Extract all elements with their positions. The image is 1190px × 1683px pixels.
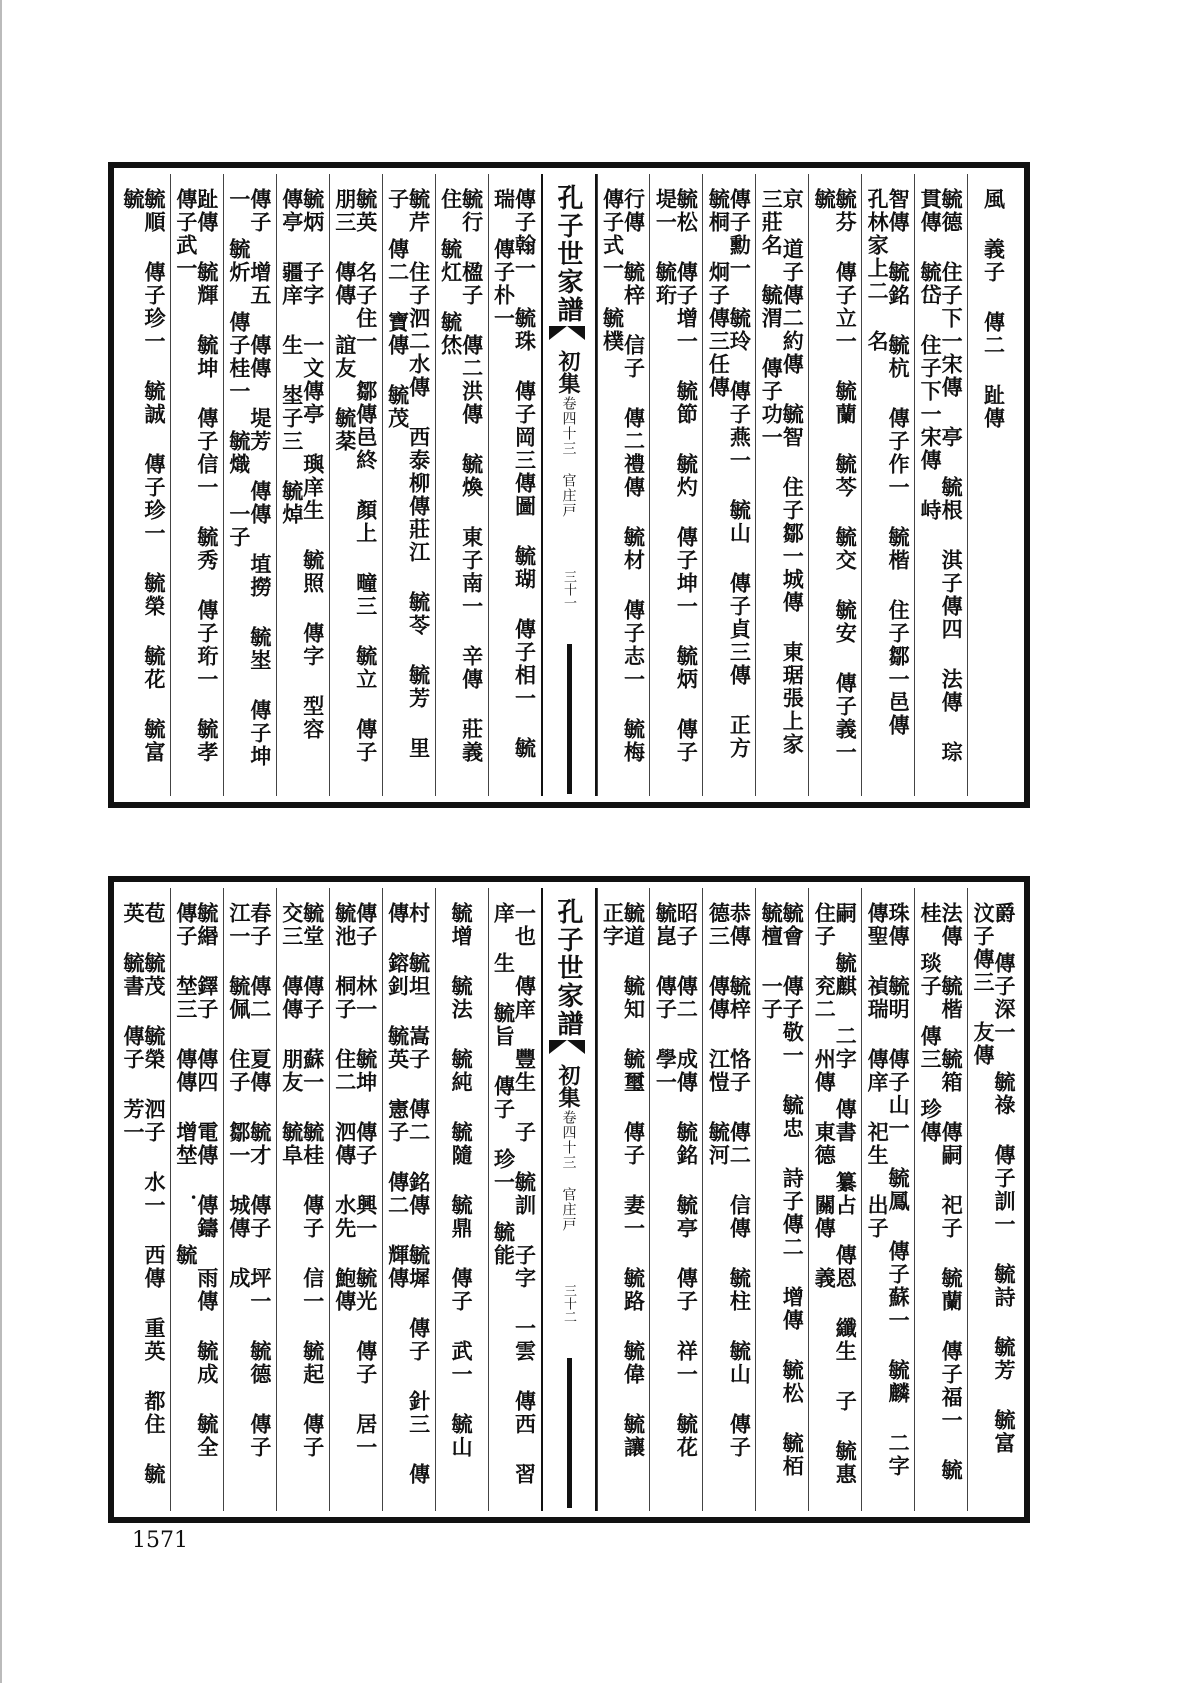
genealogy-entry-text: 趾傳 毓輝 毓坤 傳子信一 毓秀 傳子珩一 毓孝 傳子武一 (173, 188, 220, 764)
genealogy-entry-text: 毓堂 傳子 蘇一 毓桂 傳子 信一 毓起 傳子 交三 傳傳 朋友 毓阜 (279, 902, 326, 1459)
genealogy-column (223, 888, 276, 1511)
genealogy-column (488, 888, 541, 1511)
genealogy-column (914, 174, 967, 796)
genealogy-entry-text: 毓德 住子下一宋傳 亭 毓根 淇子傳四 法傳 琮貫傳 毓岱 住子下一宋傳 峙 (918, 188, 965, 764)
genealogy-column (755, 888, 808, 1511)
bottom-genealogy-page (108, 876, 1030, 1523)
genealogy-entry-text: 毓行 楹子 傳二洪傳 毓煥 東子南一 辛傳 莊義 住 毓灴 毓烋 (438, 188, 485, 764)
genealogy-column (329, 888, 382, 1511)
genealogy-column (170, 174, 223, 796)
genealogy-entry-text: 毓緡 鐸子 傳四 電傳 傳鑄 雨傳 毓成 毓全 傳子 埜三 傳傳 增埜 ． 毓 (173, 902, 220, 1459)
genealogy-entry-text: 傳子翰一 毓珠 傳子岡三傳圖 毓瑚 傳子相一 毓瑞 傳子朴一 (491, 188, 538, 760)
genealogy-column (808, 888, 861, 1511)
genealogy-column (702, 888, 755, 1511)
top-genealogy-page (108, 162, 1030, 808)
genealogy-column (597, 174, 650, 796)
genealogy-column (488, 174, 541, 796)
genealogy-column (702, 174, 755, 796)
genealogy-entry-text: 苞 毓茂 毓榮 泗子 水一 西傳 重英 都住 毓英 毓書 傳子 芳一 (120, 902, 167, 1486)
genealogy-column (914, 888, 967, 1511)
genealogy-column (755, 174, 808, 796)
top-column-area (118, 174, 1020, 796)
bottom-column-area (118, 888, 1020, 1511)
genealogy-entry-text: 毓道 毓知 毓璽 傳子 妻一 毓路 毓偉 毓讓 正字 (600, 902, 647, 1459)
genealogy-column (967, 888, 1020, 1511)
spine-bar (567, 644, 572, 794)
page-number: 1571 (132, 1528, 188, 1553)
genealogy-column (118, 888, 170, 1511)
genealogy-entry-text: 昭子 傳二 成傳 毓銘 毓亭 傳子 祥一 毓花 毓崑 傳子 學一 (653, 902, 700, 1459)
genealogy-column (276, 174, 329, 796)
spine-volume: 初集 (555, 1064, 581, 1108)
genealogy-entry-text: 珠傳 毓明 傳子山一 毓鳳 傳子蘇一 毓麟 二字 傳聖 禎瑞 傳庠 祀生 出子 (865, 902, 912, 1478)
genealogy-entry-text: 毓芬 傳子立一 毓蘭 毓芩 毓交 毓安 傳子義一 毓 (812, 188, 859, 764)
genealogy-column (649, 888, 702, 1511)
genealogy-column (223, 174, 276, 796)
genealogy-column (118, 174, 170, 796)
genealogy-entry-text: 行傳 毓梓 信子 傳二禮傳 毓材 傳子志一 毓梅 傳子式一 毓樸 (600, 188, 647, 764)
scan-margin-line (0, 0, 2, 1683)
genealogy-entry-text: 京 道子傳二約傳 毓智 住子鄒一城傳 東琚張上家三莊名 毓渭 傳子功一 (759, 188, 806, 756)
genealogy-column (861, 888, 914, 1511)
spine-subtitle: 卷四十三 官庄戸 (560, 1110, 577, 1232)
genealogy-entry-text: 傳子勳一 毓玲 傳子燕一 毓山 傳子貞三傳 正方 毓桐 炯子傳三任傳 (706, 188, 753, 760)
genealogy-column (382, 888, 435, 1511)
spine-bar (567, 1358, 572, 1508)
genealogy-entry-text: 毓增 毓法 毓純 毓隨 毓鼎 傳子 武一 毓山 (449, 902, 475, 1459)
genealogy-column (597, 888, 650, 1511)
genealogy-entry-text: 村 毓坦 嵩子 傳二 銘傳 毓墀 傳子 針三 傳傳 鎔釗 毓英 憲子 傳二 輝傳 (385, 902, 432, 1486)
genealogy-entry-text: 嗣 毓麒 二字 傳書 纂占 傳恩 纖生 子 毓惠 住子 兖二 州傳 東德 關傳 義 (812, 902, 859, 1486)
genealogy-entry-text: 傳子 林一 毓坤 傳子 興一 毓光 傳子 居一 毓池 桐子 住二 泗傳 水先 鮑傳 (332, 902, 379, 1459)
genealogy-entry-text: 法傳 毓楷 毓箱 傳嗣 祀子 毓蘭 傳子福一 毓桂 琰子 傳三 珍傳 (918, 902, 965, 1482)
genealogy-column (967, 174, 1020, 796)
genealogy-column (276, 888, 329, 1511)
genealogy-column (649, 174, 702, 796)
genealogy-entry-text: 春子 傳二 夏傳 毓才 傳子 坪一 毓德 傳子 江一 毓佩 住子 鄒一 城傳 成 (226, 902, 273, 1459)
spine-page-number: 三十一 (561, 570, 576, 609)
genealogy-column (861, 174, 914, 796)
book-spine-header (541, 174, 597, 796)
spine-title: 孔子世家譜 (553, 184, 583, 324)
genealogy-entry-text: 毓會 傳子敬一 毓忠 詩子傳二 增傳 毓松 毓栢 毓檀 一子 (759, 902, 806, 1478)
fishtail-mark-icon (549, 326, 585, 340)
genealogy-column (382, 174, 435, 796)
genealogy-entry-text: 毓炳 子字 一文傳亭 璵庠生 毓照 傳字 型容 傳亭 疆庠 生 埊子三 毓焯 (279, 188, 326, 741)
spine-subtitle: 卷四十三 官庄戸 (560, 396, 577, 518)
genealogy-column (329, 174, 382, 796)
fishtail-mark-icon (549, 1040, 585, 1054)
genealogy-entry-text: 傳子 增五 傳傳 堤芳 傳傳 埴撈 毓埊 傳子坤一 毓炘 傳子桂一 毓熾 一子 (226, 188, 273, 768)
genealogy-entry-text: 毓松 傳子增一 毓節 毓灼 傳子坤一 毓炳 傳子堤一 毓珩 (653, 188, 700, 764)
genealogy-column (170, 888, 223, 1511)
genealogy-entry-text: 一也 傳庠 豐生 子 毓訓 子字 一雲 傳西 習庠 生 毓旨 傳子 珍一 毓能 (491, 902, 538, 1486)
genealogy-entry-text: 恭傳 毓梓 恪子 傳二 信傳 毓柱 毓山 傳子 德三 傳傳 江愷 毓河 (706, 902, 753, 1459)
genealogy-column (435, 174, 488, 796)
genealogy-column (808, 174, 861, 796)
spine-title: 孔子世家譜 (553, 898, 583, 1038)
genealogy-entry-text: 毓順 傳子珍一 毓誠 傳子珍一 毓榮 毓花 毓富 毓 (120, 188, 167, 764)
genealogy-entry-text: 毓英 名子住一 鄒傳邑終 顏上 疃三 毓立 傳子朋三 傳傳 誼友 毓棻 (332, 188, 379, 764)
genealogy-entry-text: 風 義子 傳二 趾傳 (981, 188, 1007, 430)
genealogy-entry-text: 爵 傳子深一 毓祿 傳子訓一 毓詩 毓芳 毓富 汶子傳三 友傳 (971, 902, 1018, 1455)
spine-page-number: 三十二 (561, 1284, 576, 1323)
spine-volume: 初集 (555, 350, 581, 394)
genealogy-column (435, 888, 488, 1511)
book-spine-header (541, 888, 597, 1511)
genealogy-entry-text: 毓芹 住子泗二水傳 西泰柳傳莊江 毓苓 毓芳 里子 傳二 寶傳 毓茂 (385, 188, 432, 760)
genealogy-entry-text: 智傳 毓銘 毓杭 傳子作一 毓楷 住子鄒一邑傳 孔林家上二 名 (865, 188, 912, 737)
